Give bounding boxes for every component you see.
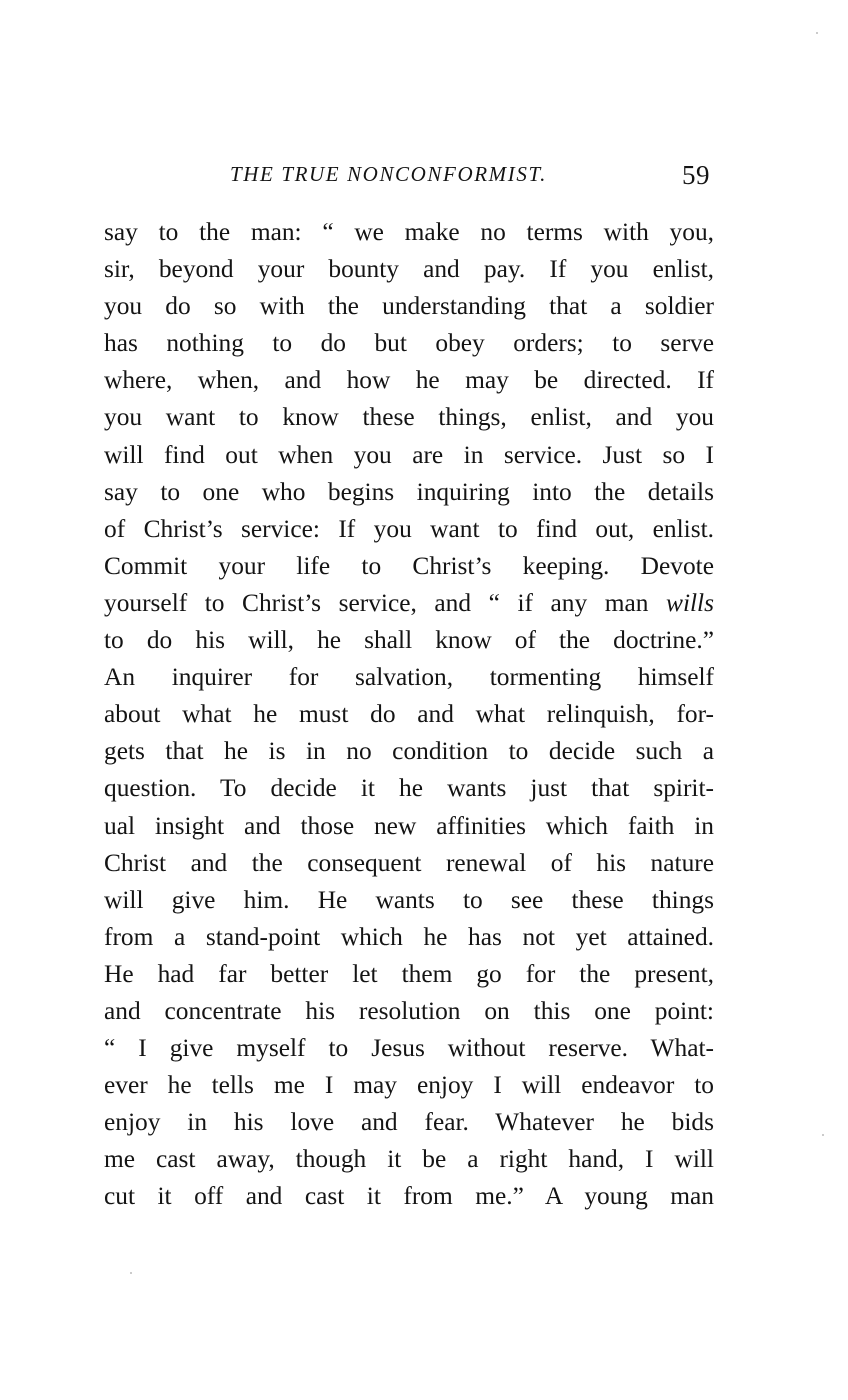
- text-line: you do so with the understanding that a soldier: [104, 292, 714, 321]
- text-line: say to one who begins inquiring into the details: [104, 477, 714, 506]
- text-line: will give him. He wants to see these things: [104, 885, 714, 914]
- text-line: Commit your life to Christ’s keeping. Devote: [104, 551, 714, 580]
- text-line: me cast away, though it be a right hand, I will: [104, 1145, 714, 1174]
- text-line: will find out when you are in service. Just so I: [104, 440, 714, 469]
- paper-speck: [822, 1134, 824, 1136]
- text-line: cut it off and cast it from me.” A young man: [104, 1182, 714, 1211]
- text-line-start: yourself to Christ’s service, and “ if any man: [104, 588, 649, 617]
- paper-speck: [816, 32, 818, 34]
- text-line: ual insight and those new affinities which faith in: [104, 811, 714, 840]
- paper-speck: [130, 1272, 132, 1274]
- italic-word: wills: [666, 588, 714, 617]
- text-line: and concentrate his resolution on this one point:: [104, 996, 714, 1025]
- text-line: An inquirer for salvation, tormenting himself: [104, 663, 714, 692]
- text-line: gets that he is in no condition to decide such a: [104, 737, 714, 766]
- text-line: about what he must do and what relinquish, for-: [104, 700, 714, 729]
- text-line: say to the man: “ we make no terms with you,: [104, 218, 714, 246]
- text-line: Christ and the consequent renewal of his nature: [104, 848, 714, 877]
- text-line: ever he tells me I may enjoy I will endeavor to: [104, 1071, 714, 1100]
- text-line: where, when, and how he may be directed. If: [104, 366, 714, 395]
- text-line: He had far better let them go for the present,: [104, 959, 714, 988]
- page-number: 59: [682, 160, 710, 190]
- body-text: [104, 214, 714, 1216]
- text-line: has nothing to do but obey orders; to serve: [104, 329, 714, 358]
- page-header: [104, 158, 714, 198]
- running-head: THE TRUE NONCONFORMIST.: [230, 162, 548, 186]
- text-line: “ I give myself to Jesus without reserve. What-: [104, 1034, 714, 1063]
- text-line: you want to know these things, enlist, and you: [104, 403, 714, 432]
- text-line: question. To decide it he wants just that spirit-: [104, 774, 714, 803]
- text-line: enjoy in his love and fear. Whatever he bids: [104, 1108, 714, 1137]
- text-line: [104, 585, 714, 622]
- text-line: to do his will, he shall know of the doctrine.”: [104, 626, 714, 655]
- text-line: of Christ’s service: If you want to find out, enlist.: [104, 514, 714, 543]
- text-line: sir, beyond your bounty and pay. If you enlist,: [104, 255, 714, 284]
- text-line: from a stand-point which he has not yet attained.: [104, 922, 714, 951]
